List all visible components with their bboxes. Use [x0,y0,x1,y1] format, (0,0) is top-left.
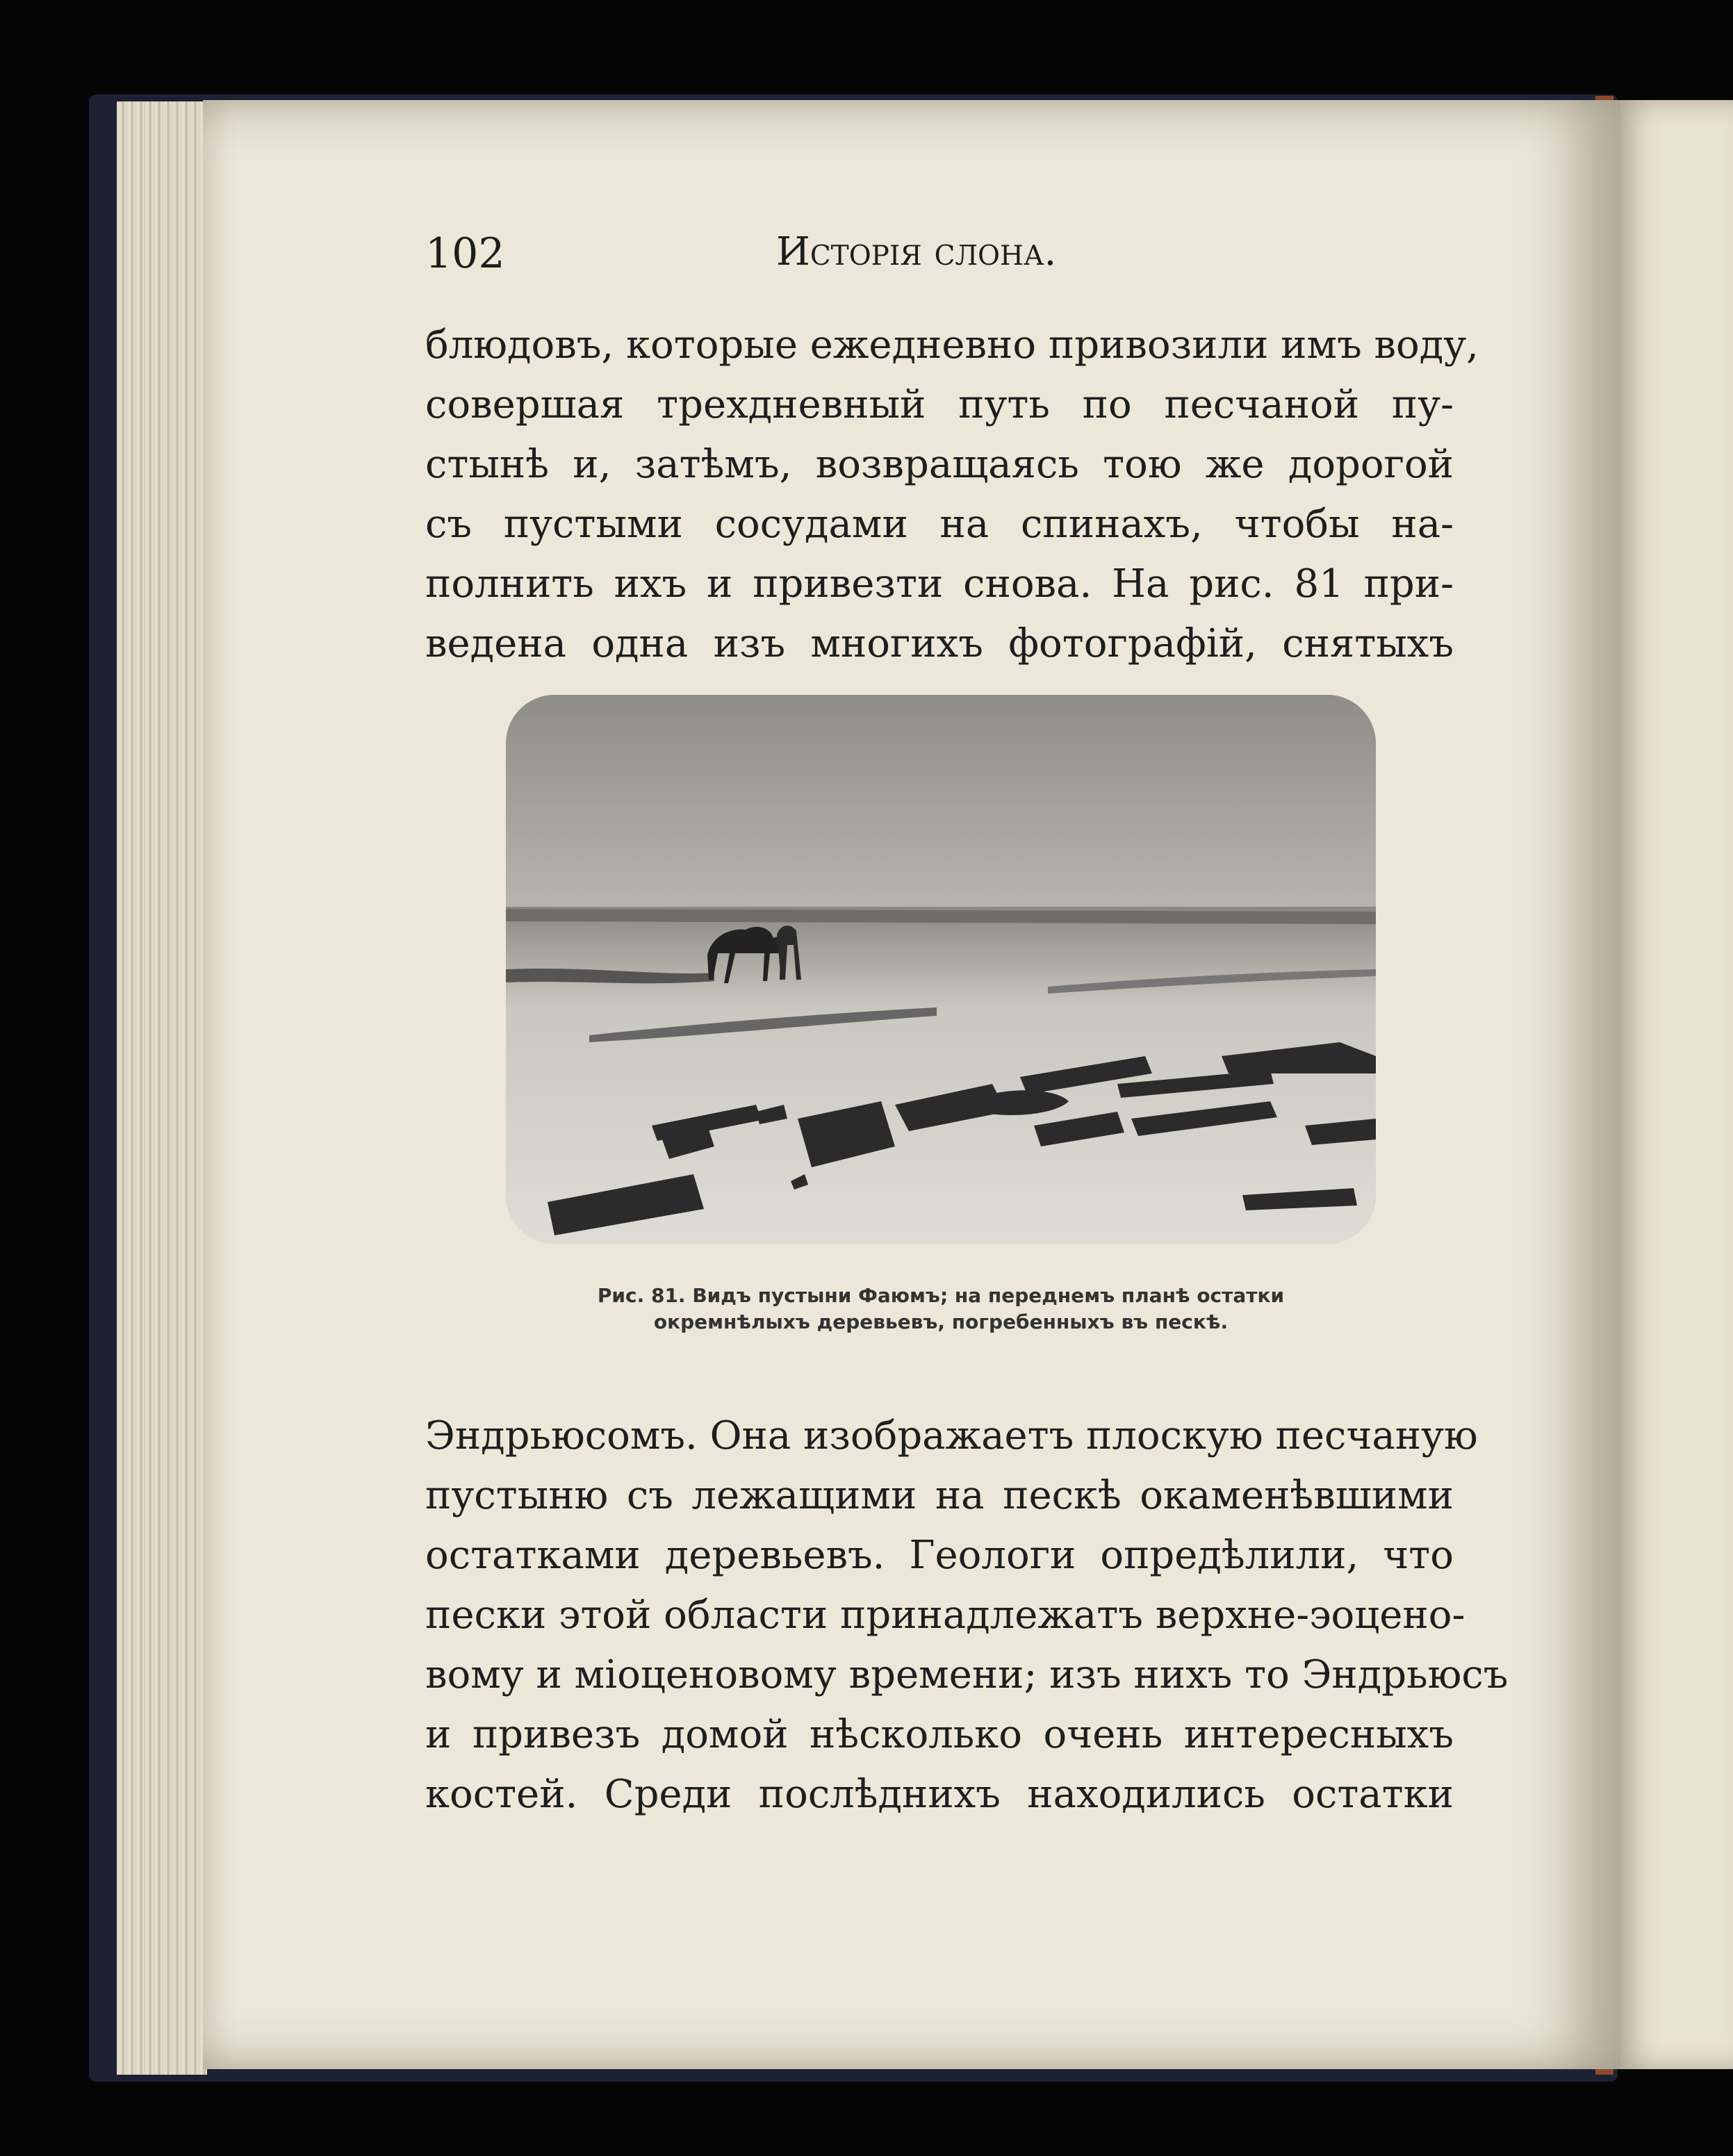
text-line: съ пустыми сосудами на спинахъ, чтобы на- [425,502,1454,547]
paragraph-top [425,315,1479,674]
text-line: остатками деревьевъ. Геологи опредѣлили, что [425,1533,1454,1578]
text-line: и привезъ домой нѣсколько очень интересныхъ [425,1712,1454,1757]
paragraph-bottom [425,1406,1509,1825]
text-line: стынѣ и, затѣмъ, возвращаясь тою же дорогой [425,442,1454,487]
text-line: совершая трехдневный путь по песчаной пу- [425,382,1454,427]
caption-line: окремнѣлыхъ деревьевъ, погребенныхъ въ пескѣ. [653,1310,1229,1333]
text-line: вому и міоценовому времени; изъ нихъ то Эндрьюсъ [425,1652,1509,1697]
text-line: пустыню съ лежащими на пескѣ окаменѣвшими [425,1473,1454,1518]
desert-photograph [506,695,1376,1244]
text-line: блюдовъ, которые ежедневно привозили имъ воду, [425,322,1479,368]
next-page [1611,100,1733,2069]
caption-line: Рис. 81. Видъ пустыни Фаюмъ; на переднемъ планѣ остатки [597,1284,1285,1307]
sky [506,695,1376,914]
running-title: Исторія слона. [776,229,1057,274]
text-line: полнить ихъ и привезти снова. На рис. 81 при- [425,561,1454,607]
page-number: 102 [425,229,505,278]
desert-photo-drawing [506,695,1376,1244]
text-line: пески этой области принадлежатъ верхне-эоцено- [425,1593,1465,1638]
text-line: костей. Среди послѣднихъ находились остатки [425,1772,1454,1817]
text-line: Эндрьюсомъ. Она изображаетъ плоскую песчаную [425,1413,1478,1458]
text-line: ведена одна изъ многихъ фотографій, снятыхъ [425,621,1454,666]
figure-caption [506,1283,1376,1335]
page-edges [117,101,207,2075]
page-header [425,229,1454,285]
